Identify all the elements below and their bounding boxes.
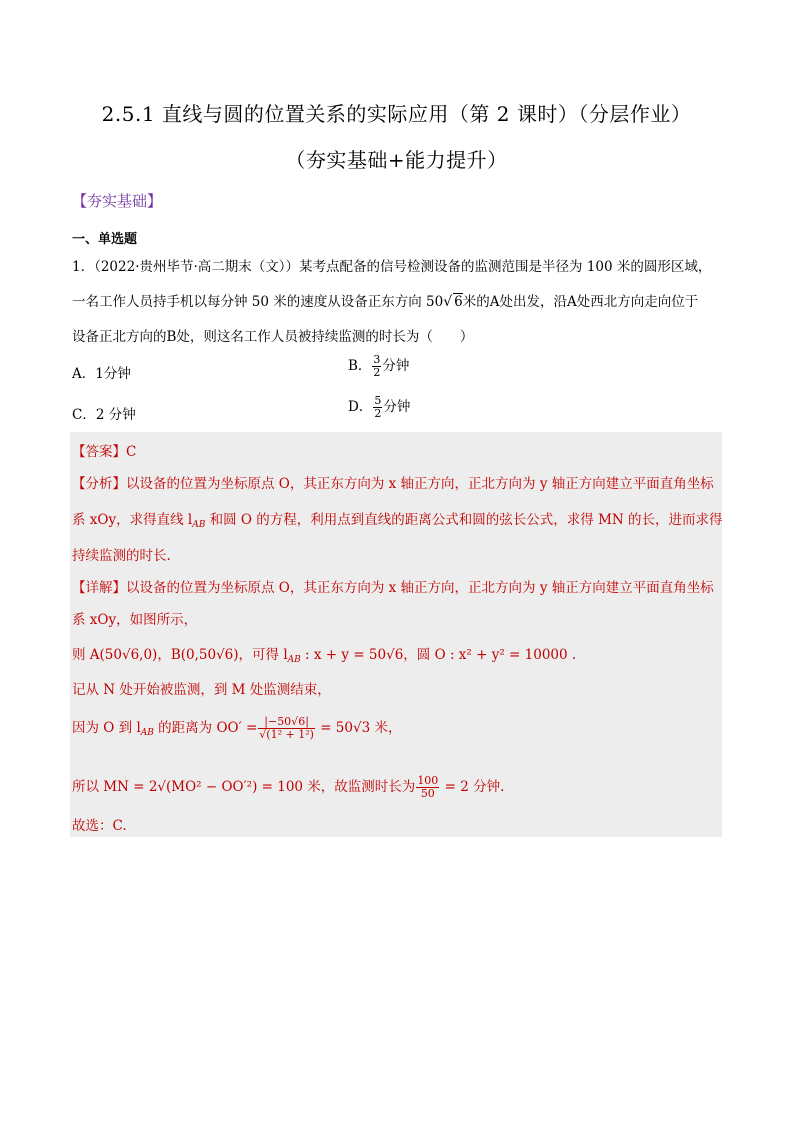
analysis-line-1 [72,472,722,492]
detail-line-5 [72,716,722,741]
analysis-text-1: 以设备的位置为坐标原点 O，其正东方向为 x 轴正方向，正北方向为 y 轴正方向建立平面直角坐标 [126,476,714,492]
detail-text-6a: 所以 MN = 2√(MO² − OO′²) = 100 米，故监测时长为 [72,779,416,795]
question-line-2-start: 一名工作人员持手机以每分钟 50 米的速度从设备正东方向 50 [72,294,444,310]
question-line-3: 设备正北方向的B处，则这名工作人员被持续监测的时长为（ ） [72,329,474,345]
detail-text-5b: 的距离为 OO′ = [153,720,258,736]
detail-text-3-rest: : x + y = 50√6，圆 O : x² + y² = 10000 . [300,647,577,663]
fraction-denominator: √(1² + 1²) [259,728,314,741]
distance-fraction [258,716,315,741]
fraction-numerator: |−50√6| [258,716,315,729]
analysis-text-2-rest: 和圆 O 的方程，利用点到直线的距离公式和圆的弦长公式，求得 MN 的长，进而求得 [205,512,723,528]
detail-tag: 【详解】 [72,580,126,596]
detail-text-3: 则 A(50√6,0)，B(0,50√6)，可得 l [72,647,288,663]
option-b-fraction [372,354,381,379]
detail-text-6b: = 2 分钟. [440,779,505,795]
fraction-numerator: 5 [374,394,382,407]
conclusion-line: 故选：C. [72,818,127,834]
analysis-tag: 【分析】 [72,476,126,492]
answer-tag: 【答案】 [72,444,126,460]
fraction-denominator: 50 [420,787,435,800]
option-b-label: B． [348,358,372,374]
detail-line-2: 系 xOy，如图所示， [72,612,198,628]
detail-subscript: AB [287,655,301,665]
answer-line [72,440,722,460]
subsection-heading: 一、单选题 [72,232,138,247]
detail-line-1 [72,576,722,596]
option-b [348,354,409,379]
document-subtitle: （夯实基础+能力提升） [285,148,508,172]
analysis-subscript: AB [192,520,206,530]
detail-line-6 [72,775,722,800]
option-d [348,395,410,420]
question-line-1: 1．（2022·贵州毕节·高二期末（文））某考点配备的信号检测设备的监测范围是半径为 100 米的圆形区域， [72,259,712,275]
sqrt-content: 6 [454,294,463,310]
sqrt-symbol: √ [443,294,453,310]
option-b-unit: 分钟 [382,358,410,374]
analysis-line-3: 持续监测的时长. [72,548,171,564]
detail-line-4: 记从 N 处开始被监测，到 M 处监测结束， [72,682,331,698]
detail-subscript-5: AB [140,728,154,738]
option-d-fraction [373,395,382,420]
detail-text-1: 以设备的位置为坐标原点 O，其正东方向为 x 轴正方向，正北方向为 y 轴正方向建立平面直角坐标 [126,580,714,596]
answer-value: C [126,444,137,460]
fraction-denominator: 2 [373,366,381,379]
option-d-label: D． [348,399,373,415]
option-d-unit: 分钟 [383,399,411,415]
question-line-2-end: 米的A处出发，沿A处西北方向走向位于 [462,294,699,310]
fraction-numerator: 3 [373,353,381,366]
option-c: C．2 分钟 [72,407,136,423]
fraction-denominator: 2 [374,407,382,420]
analysis-text-2: 系 xOy，求得直线 l [72,512,193,528]
detail-text-5c: = 50√3 米， [315,720,402,736]
detail-text-5a: 因为 O 到 l [72,720,141,736]
question-line-2 [72,290,722,310]
detail-line-3 [72,643,722,665]
fraction-numerator: 100 [417,774,439,787]
analysis-line-2 [72,508,722,530]
section-heading: 【夯实基础】 [72,192,163,210]
duration-fraction [416,775,439,800]
option-a: A．1分钟 [72,366,131,382]
document-title: 2.5.1 直线与圆的位置关系的实际应用（第 2 课时）（分层作业） [101,102,692,126]
